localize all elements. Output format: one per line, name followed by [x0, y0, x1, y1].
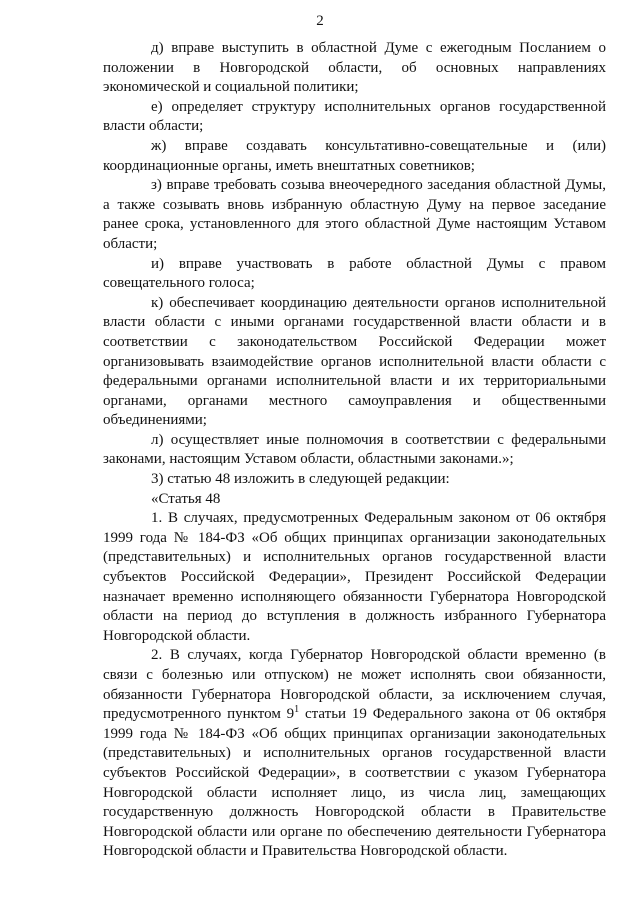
paragraph-z: з) вправе требовать созыва внеочередного заседания областной Думы, а также созывать вновь избранную областную Думу на первое заседание ранее срока, установленного для этого областной Думе настоящим Уставом области; [103, 177, 606, 252]
article-48-clause-1: 1. В случаях, предусмотренных Федеральным законом от 06 октября 1999 года № 184-ФЗ «Об общих принципах организации законодательных (представительных) и исполнительных органов государственной власти субъектов Российской Федерации», Президент Российской Федерации назначает временно исполняющего обязанности Губернатора Новгородской области на период до вступления в должность избранного Губернатора Новгородской области. [103, 510, 606, 644]
paragraph-zh: ж) вправе создавать консультативно-совещательные и (или) координационные органы, иметь внештатных советников; [103, 137, 606, 174]
article-48-heading: «Статья 48 [151, 490, 221, 507]
document-body [103, 39, 606, 862]
amendment-item-3: 3) статью 48 изложить в следующей редакции: [151, 471, 450, 488]
clause-2-text-after: статьи 19 Федерального закона от 06 октября 1999 года № 184-ФЗ «Об общих принципах организации законодательных (представительных) и исполнительных органов государственной власти субъектов Российской Федерации», в соответствии с указом Губернатора Новгородской области исполняет лицо, из числа лиц, замещающих государственную должность Новгородской области в Правительстве Новгородской области или органе по обеспечению деятельности Губернатора Новгородской области и Правительства Новгородской области. [103, 706, 607, 860]
paragraph-e: е) определяет структуру исполнительных органов государственной власти области; [103, 98, 606, 135]
paragraph-d: д) вправе выступить в областной Думе с ежегодным Посланием о положении в Новгородской области, об основных направлениях экономической и социальной политики; [103, 40, 606, 96]
article-48-clause-2 [103, 646, 606, 862]
clause-2-superscript: 1 [294, 704, 300, 716]
paragraph-k: к) обеспечивает координацию деятельности органов исполнительной власти области с иными органами государственной власти области и в соответствии с законодательством Российской Федерации может организовывать взаимодействие органов исполнительной власти области с федеральными органами исполнительной власти и их территориальными органами, органами местного самоуправления и общественными объединениями; [103, 294, 606, 429]
clause-2-text-before: 2. В случаях, когда Губернатор Новгородской области временно (в связи с болезнью или отпуском) не может исполнять свои обязанности, обязанности Губернатора Новгородской области, за исключением случая, предусмотренного пунктом 9 [103, 647, 606, 723]
paragraph-l: л) осуществляет иные полномочия в соответствии с федеральными законами, настоящим Уставом области, областными законами.»; [103, 431, 606, 468]
page-number: 2 [316, 13, 324, 29]
paragraph-i: и) вправе участвовать в работе областной Думы с правом совещательного голоса; [103, 255, 606, 292]
